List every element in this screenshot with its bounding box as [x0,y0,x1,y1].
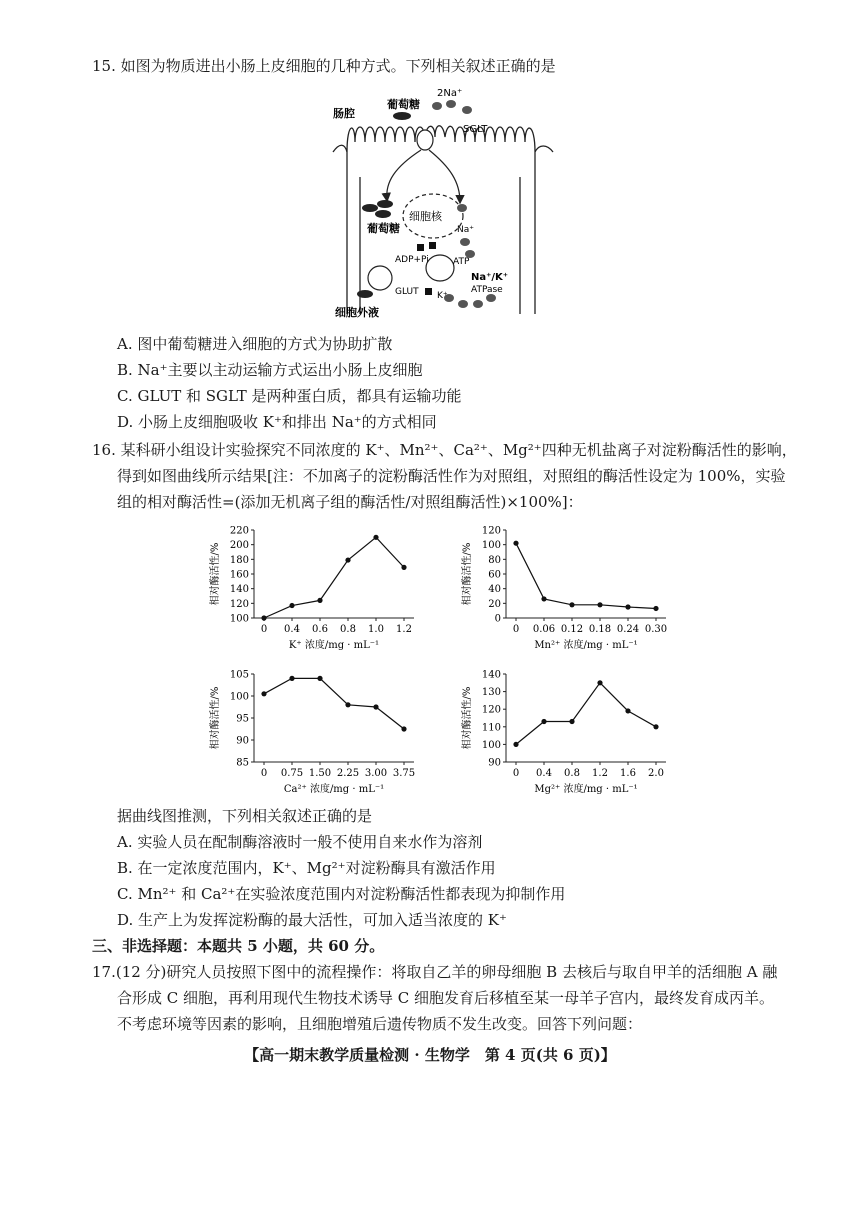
chart-3-x-tick-label: 1.6 [620,768,636,779]
chart-1-point [513,541,518,546]
label-pump: Na⁺/K⁺ [471,272,509,283]
q15-option-a: A. 图中葡萄糖进入细胞的方式为协助扩散 [117,335,393,353]
chart-2-y-tick-label: 100 [229,691,249,703]
chart-3-x-tick-label: 0.8 [564,768,580,779]
chart-2-point [345,702,350,707]
chart-2-y-tick-label: 85 [236,757,249,769]
chart-mg-svg [450,668,680,796]
chart-3-point [597,680,602,685]
chart-0-y-tick-label: 200 [229,540,249,552]
chart-0-x-tick-label: 0.6 [312,624,328,635]
label-k: K⁺ [437,291,448,301]
chart-2-point [317,676,322,681]
chart-3-point [513,742,518,747]
chart-1-point [653,606,658,611]
chart-2-point [289,676,294,681]
chart-2-y-tick-label: 95 [236,713,249,725]
chart-3-x-tick-label: 2.0 [648,768,664,779]
chart-1-x-tick-label: 0.30 [644,624,668,635]
label-na-top: 2Na⁺ [437,88,463,99]
label-sglt: SGLT [463,124,488,135]
chart-1-series-line [516,543,656,608]
q15-stem: 15. 如图为物质进出小肠上皮细胞的几种方式。下列相关叙述正确的是 [92,57,556,75]
label-adp: ADP+Pi [395,255,429,265]
chart-1-y-label: 相对酶活性/% [462,542,473,606]
q17-line-2: 合形成 C 细胞，再利用现代生物技术诱导 C 细胞发育后移植至某一母羊子宫内，最终发育成丙羊。 [117,989,775,1007]
chart-0-x-tick-label: 0.4 [284,624,300,635]
chart-1-y-tick-label: 100 [481,540,501,552]
chart-3-x-label: Mg²⁺ 浓度/mg · mL⁻¹ [534,784,638,795]
cell-transport-diagram [325,82,560,320]
chart-2-series-line [264,678,404,729]
label-atpase: ATPase [471,285,503,295]
chart-1-y-tick-label: 40 [488,584,501,596]
chart-1-x-tick-label: 0 [512,624,520,635]
q17-line-3: 不考虑环境等因素的影响，且细胞增殖后遗传物质不发生改变。回答下列问题： [117,1015,643,1033]
label-atp: ATP [453,257,470,267]
q15-option-c: C. GLUT 和 SGLT 是两种蛋白质，都具有运输功能 [117,387,462,405]
page-footer: 【高一期末教学质量检测 · 生物学 第 4 页(共 6 页)】 [244,1046,616,1064]
chart-0-x-tick-label: 1.2 [396,624,412,635]
chart-3-point [653,724,658,729]
chart-3-point [569,719,574,724]
chart-2-y-tick-label: 90 [236,735,249,747]
q16-stem-2: 得到如图曲线所示结果[注：不加离子的淀粉酶活性作为对照组，对照组的酶活性设定为 100%，实验 [117,467,786,485]
chart-1-point [597,602,602,607]
chart-0-y-tick-label: 180 [229,554,249,566]
chart-1-y-tick-label: 60 [488,569,501,581]
chart-0-y-tick-label: 160 [229,569,249,581]
chart-2-y-label: 相对酶活性/% [210,686,221,750]
section-heading: 三、非选择题：本题共 5 小题，共 60 分。 [92,937,385,955]
chart-0-y-tick-label: 120 [229,598,249,610]
q17-line-1: 17.(12 分)研究人员按照下图中的流程操作：将取自乙羊的卵母细胞 B 去核后与取自甲羊的活细胞 A 融 [92,963,778,981]
chart-1-x-tick-label: 0.06 [532,624,556,635]
chart-0-point [289,603,294,608]
label-glucose-top: 葡萄糖 [387,98,420,111]
chart-2-x-tick-label: 0.75 [280,768,304,779]
chart-2-x-tick-label: 3.75 [392,768,416,779]
chart-3-y-tick-label: 140 [481,669,501,681]
chart-0-point [317,598,322,603]
chart-1-y-tick-label: 20 [488,598,501,610]
q16-stem-1: 16. 某科研小组设计实验探究不同浓度的 K⁺、Mn²⁺、Ca²⁺、Mg²⁺四种无机盐离子对淀粉酶活性的影响， [92,441,797,459]
q16-option-b: B. 在一定浓度范围内，K⁺、Mg²⁺对淀粉酶具有激活作用 [117,859,496,877]
label-lumen: 肠腔 [333,107,355,120]
chart-3-series-line [516,683,656,745]
chart-0-point [261,615,266,620]
label-nucleus: 细胞核 [409,210,442,223]
chart-mg [450,668,680,800]
chart-0-point [401,565,406,570]
chart-1-x-tick-label: 0.12 [560,624,584,635]
chart-3-y-tick-label: 120 [481,704,501,716]
chart-0-y-tick-label: 100 [229,613,249,625]
q16-stem-3: 组的相对酶活性=(添加无机离子组的酶活性/对照组酶活性)×100%]： [117,493,583,511]
chart-0-y-tick-label: 140 [229,584,249,596]
chart-0-y-tick-label: 220 [229,525,249,537]
chart-0-point [373,535,378,540]
label-na-right: Na⁺ [457,225,474,235]
chart-1-y-tick-label: 0 [494,613,501,625]
chart-1-x-tick-label: 0.24 [616,624,640,635]
q16-option-c: C. Mn²⁺ 和 Ca²⁺在实验浓度范围内对淀粉酶活性都表现为抑制作用 [117,885,566,903]
q15-option-d: D. 小肠上皮细胞吸收 K⁺和排出 Na⁺的方式相同 [117,413,437,431]
chart-0-x-tick-label: 0.8 [340,624,356,635]
chart-2-x-tick-label: 2.25 [336,768,360,779]
chart-0-point [345,557,350,562]
q15-option-b: B. Na⁺主要以主动运输方式运出小肠上皮细胞 [117,361,423,379]
chart-2-point [261,691,266,696]
chart-3-x-tick-label: 0.4 [536,768,552,779]
chart-3-y-tick-label: 130 [481,687,501,699]
chart-3-x-tick-label: 0 [512,768,520,779]
chart-3-y-tick-label: 110 [481,722,501,734]
chart-0-y-label: 相对酶活性/% [210,542,221,606]
chart-2-x-tick-label: 1.50 [308,768,332,779]
label-glucose-mid: 葡萄糖 [367,222,400,235]
q16-option-d: D. 生产上为发挥淀粉酶的最大活性，可加入适当浓度的 K⁺ [117,911,507,929]
chart-3-y-label: 相对酶活性/% [462,686,473,750]
chart-3-point [625,708,630,713]
chart-1-point [625,604,630,609]
chart-k-svg [198,524,428,652]
chart-0-x-tick-label: 1.0 [368,624,384,635]
chart-ca [198,668,428,800]
chart-3-x-tick-label: 1.2 [592,768,608,779]
chart-2-x-label: Ca²⁺ 浓度/mg · mL⁻¹ [283,784,385,795]
q16-option-a: A. 实验人员在配制酶溶液时一般不使用自来水作为溶剂 [117,833,483,851]
q16-after: 据曲线图推测，下列相关叙述正确的是 [117,807,373,825]
chart-2-x-tick-label: 0 [260,768,268,779]
chart-1-x-label: Mn²⁺ 浓度/mg · mL⁻¹ [534,640,638,651]
chart-0-series-line [264,537,404,618]
chart-k [198,524,428,656]
chart-1-point [541,596,546,601]
label-glut: GLUT [395,287,419,297]
chart-mn-svg [450,524,680,652]
chart-2-x-tick-label: 3.00 [364,768,388,779]
label-ecf: 细胞外液 [335,306,379,319]
chart-1-point [569,602,574,607]
chart-3-point [541,719,546,724]
chart-2-point [401,726,406,731]
chart-1-x-tick-label: 0.18 [588,624,612,635]
chart-ca-svg [198,668,428,796]
chart-2-point [373,704,378,709]
chart-0-x-tick-label: 0 [260,624,268,635]
chart-mn [450,524,680,656]
chart-3-y-tick-label: 100 [481,739,501,751]
chart-1-y-tick-label: 120 [481,525,501,537]
chart-0-x-label: K⁺ 浓度/mg · mL⁻¹ [288,640,380,651]
chart-3-y-tick-label: 90 [488,757,501,769]
chart-1-y-tick-label: 80 [488,554,501,566]
chart-2-y-tick-label: 105 [229,669,249,681]
